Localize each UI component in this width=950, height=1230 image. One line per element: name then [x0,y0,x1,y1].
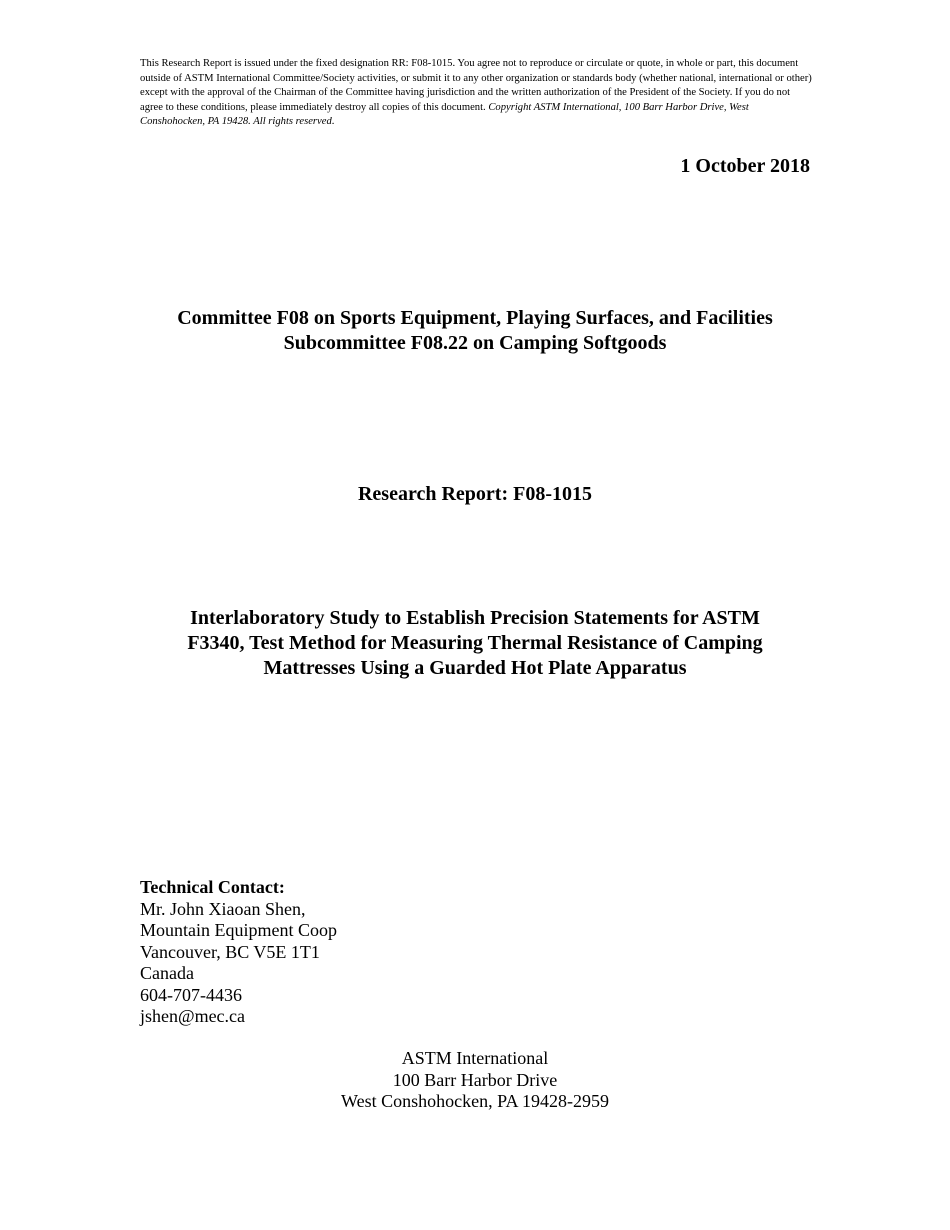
notice-period: . [331,116,335,127]
report-date: 1 October 2018 [680,155,810,177]
committee-heading [140,306,810,356]
contact-name: Mr. John Xiaoan Shen, [140,898,306,919]
contact-email: jshen@mec.ca [140,1006,246,1026]
address-street: 100 Barr Harbor Drive [392,1069,558,1090]
committee-name: Committee F08 on Sports Equipment, Playing Surfaces, and Facilities [177,307,773,329]
address-city: West Conshohocken, PA 19428-2959 [341,1091,609,1111]
study-title [140,606,810,681]
report-title: Research Report: F08-1015 [357,483,592,505]
contact-organization: Mountain Equipment Coop [140,920,337,940]
technical-contact [140,877,337,1028]
notice-text: This Research Report is issued under the fixed designation RR: F08-1015. You agree not to reproduce or circulate or quote, in whole or part, this document outside of ASTM International Committee/Society activities, or submit it to any other organization or standards body (whether national, international or other) except with the approval of the Chairman of the Committee having jurisdiction and the written authorization of the President of the Society. If you do not agree to these conditions, please immediately destroy all copies of this document. [140,58,812,113]
contact-country: Canada [140,963,194,983]
address-org: ASTM International [401,1048,549,1068]
astm-address [140,1048,810,1113]
contact-city: Vancouver, BC V5E 1T1 [140,941,320,962]
study-title-line-1: Interlaboratory Study to Establish Precision Statements for ASTM [190,607,760,629]
copyright-notice [140,57,812,130]
copyright-line: Copyright ASTM International, 100 Barr Harbor Drive, West Conshohocken, PA 19428. All rights reserved [140,101,749,127]
study-title-line-3: Mattresses Using a Guarded Hot Plate Apparatus [263,657,687,679]
contact-label: Technical Contact: [140,877,285,897]
contact-phone: 604-707-4436 [140,984,242,1005]
study-title-line-2: F3340, Test Method for Measuring Thermal Resistance of Camping [187,632,763,654]
subcommittee-name: Subcommittee F08.22 on Camping Softgoods [283,332,667,354]
